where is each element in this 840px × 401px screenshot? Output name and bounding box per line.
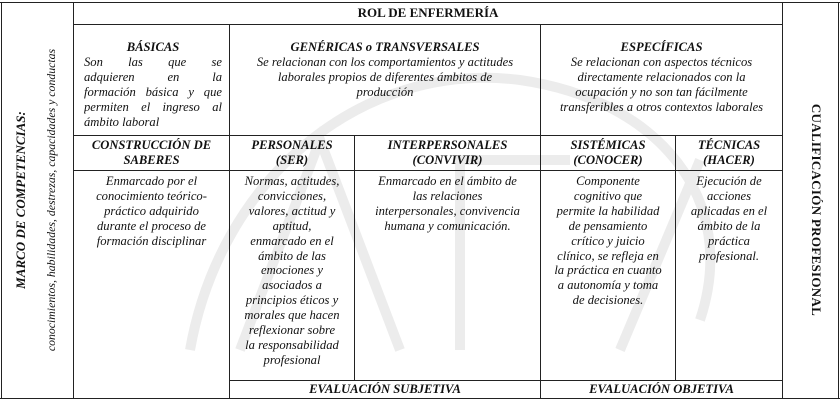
dimension-body-construccion-line-1: Enmarcado por el <box>105 174 198 188</box>
dimension-body-sistemicas-line-4: de pensamiento <box>568 218 648 233</box>
dimension-header-personales <box>230 138 354 170</box>
dimension-body-personales <box>230 174 354 380</box>
category-especificas <box>541 40 782 134</box>
dimension-header-interpersonales <box>355 138 540 170</box>
dimension-body-sistemicas <box>541 174 675 380</box>
dimension-body-sistemicas-line-2: cognitivo que <box>573 188 643 203</box>
table-border-top <box>0 2 840 3</box>
dimension-header-personales-line-2: (SER) <box>275 152 309 167</box>
category-genericas-name: GENÉRICAS o TRANSVERSALES <box>290 40 480 54</box>
dimension-body-construccion-line-3: práctico adquirido <box>104 203 199 218</box>
dimension-body-interpersonales-line-4: humana y comunicación. <box>384 218 511 233</box>
right-side-label: CUALIFICACIÓN PROFESIONAL <box>809 103 824 317</box>
dimension-body-construccion-line-2: conocimiento teórico- <box>96 188 207 203</box>
dimension-header-tecnicas-line-1: TÉCNICAS <box>697 138 761 152</box>
dimension-body-personales-line-6: ámbito de las <box>258 248 326 263</box>
dimension-header-tecnicas-line-2: (HACER) <box>703 152 755 167</box>
table-border-bottom <box>0 398 840 399</box>
dimension-body-personales-line-13: profesional <box>263 352 321 367</box>
category-especificas-line-2: directamente relacionados con la <box>577 69 746 84</box>
dimension-body-construccion-line-5: formación disciplinar <box>96 233 207 248</box>
dimension-body-personales-line-5: enmarcado en el <box>250 233 334 248</box>
category-genericas-line-1: Se relacionan con los comportamientos y actitudes <box>256 54 514 69</box>
dimension-body-tecnicas-line-4: ámbito de la <box>697 218 761 233</box>
dimension-body-tecnicas-line-6: profesional. <box>698 248 760 263</box>
table-title: ROL DE ENFERMERÍA <box>357 5 499 20</box>
divider-below-categories <box>73 135 783 136</box>
dimension-header-personales-line-1: PERSONALES <box>251 138 333 152</box>
dimension-body-personales-line-1: Normas, actitudes, <box>244 174 340 188</box>
category-basicas-name: BÁSICAS <box>126 40 180 54</box>
category-basicas-line-2: adquieren en la <box>84 69 222 84</box>
dimension-body-sistemicas-line-8: a autonomía y toma <box>557 278 659 293</box>
evaluation-objective: EVALUACIÓN OBJETIVA <box>589 382 734 396</box>
dimension-body-sistemicas-line-9: de decisiones. <box>572 293 644 308</box>
category-basicas-line-1: Son las que se <box>84 54 222 69</box>
left-side-main-label: MARCO DE COMPETENCIAS: <box>13 111 28 289</box>
dimension-body-interpersonales <box>355 174 540 380</box>
category-genericas <box>230 40 540 134</box>
divider-below-dimension-headers <box>73 170 783 171</box>
dimension-body-construccion <box>74 174 229 380</box>
category-basicas-line-5: ámbito laboral <box>84 114 160 129</box>
dimension-body-sistemicas-line-1: Componente <box>576 174 640 188</box>
dimension-body-sistemicas-line-6: clínico, se refleja en <box>557 248 659 263</box>
dimension-body-personales-line-4: aptitud, <box>272 218 312 233</box>
dimension-header-interpersonales-line-2: (CONVIVIR) <box>412 152 483 167</box>
dimension-body-personales-line-3: valores, actitud y <box>248 203 336 218</box>
dimension-body-sistemicas-line-3: permite la habilidad <box>556 203 660 218</box>
dimension-body-personales-line-8: asociados a <box>262 278 322 293</box>
dimension-body-tecnicas-line-1: Ejecución de <box>696 174 762 188</box>
dimension-body-tecnicas <box>676 174 782 380</box>
divider-right-side <box>782 2 783 399</box>
category-genericas-line-2: laborales propios de diferentes ámbitos de <box>277 69 493 84</box>
dimension-body-personales-line-7: emociones y <box>261 263 323 278</box>
dimension-header-construccion-line-1: CONSTRUCCIÓN DE <box>91 138 212 152</box>
dimension-header-sistemicas-line-1: SISTÉMICAS <box>570 138 646 152</box>
category-basicas-line-3: formación básica y que <box>84 84 222 99</box>
dimension-header-tecnicas <box>676 138 782 170</box>
dimension-header-construccion <box>74 138 229 170</box>
divider-below-title <box>73 24 783 25</box>
dimension-body-interpersonales-line-2: las relaciones <box>412 188 483 203</box>
dimension-body-interpersonales-line-1: Enmarcado en el ámbito de <box>378 174 517 188</box>
dimension-body-personales-line-2: convicciones, <box>257 188 327 203</box>
category-basicas <box>84 40 222 134</box>
table-border-right <box>838 2 839 399</box>
dimension-body-personales-line-9: principios éticos y <box>245 293 339 308</box>
dimension-body-interpersonales-line-3: interpersonales, convivencia <box>375 203 520 218</box>
dimension-body-personales-line-12: la responsabilidad <box>245 337 339 352</box>
category-genericas-line-3: producción <box>356 84 414 99</box>
evaluation-subjective: EVALUACIÓN SUBJETIVA <box>309 382 461 396</box>
category-basicas-line-4: permiten el ingreso al <box>84 99 222 114</box>
dimension-body-personales-line-10: morales que hacen <box>244 308 340 323</box>
left-side-sub-label: conocimientos, habilidades, destrezas, capacidades y conductas <box>44 48 58 352</box>
dimension-header-construccion-line-2: SABERES <box>123 152 180 167</box>
dimension-body-tecnicas-line-5: práctica <box>708 233 750 248</box>
dimension-body-tecnicas-line-3: aplicadas en el <box>690 203 768 218</box>
table-border-left <box>1 2 2 399</box>
dimension-body-construccion-line-4: durante el proceso de <box>96 218 206 233</box>
category-especificas-line-4: transferibles a otros contextos laborales <box>559 99 764 114</box>
dimension-header-sistemicas-line-2: (CONOCER) <box>573 152 643 167</box>
category-especificas-line-1: Se relacionan con aspectos técnicos <box>570 54 753 69</box>
dimension-body-sistemicas-line-5: crítico y juicio <box>571 233 645 248</box>
category-especificas-name: ESPECÍFICAS <box>620 40 703 54</box>
dimension-body-sistemicas-line-7: la práctica en cuanto <box>554 263 662 278</box>
dimension-header-interpersonales-line-1: INTERPERSONALES <box>387 138 508 152</box>
category-especificas-line-3: ocupación y no son tan fácilmente <box>575 84 748 99</box>
dimension-body-tecnicas-line-2: acciones <box>706 188 752 203</box>
dimension-body-personales-line-11: reflexionar sobre <box>248 323 336 338</box>
dimension-header-sistemicas <box>541 138 675 170</box>
